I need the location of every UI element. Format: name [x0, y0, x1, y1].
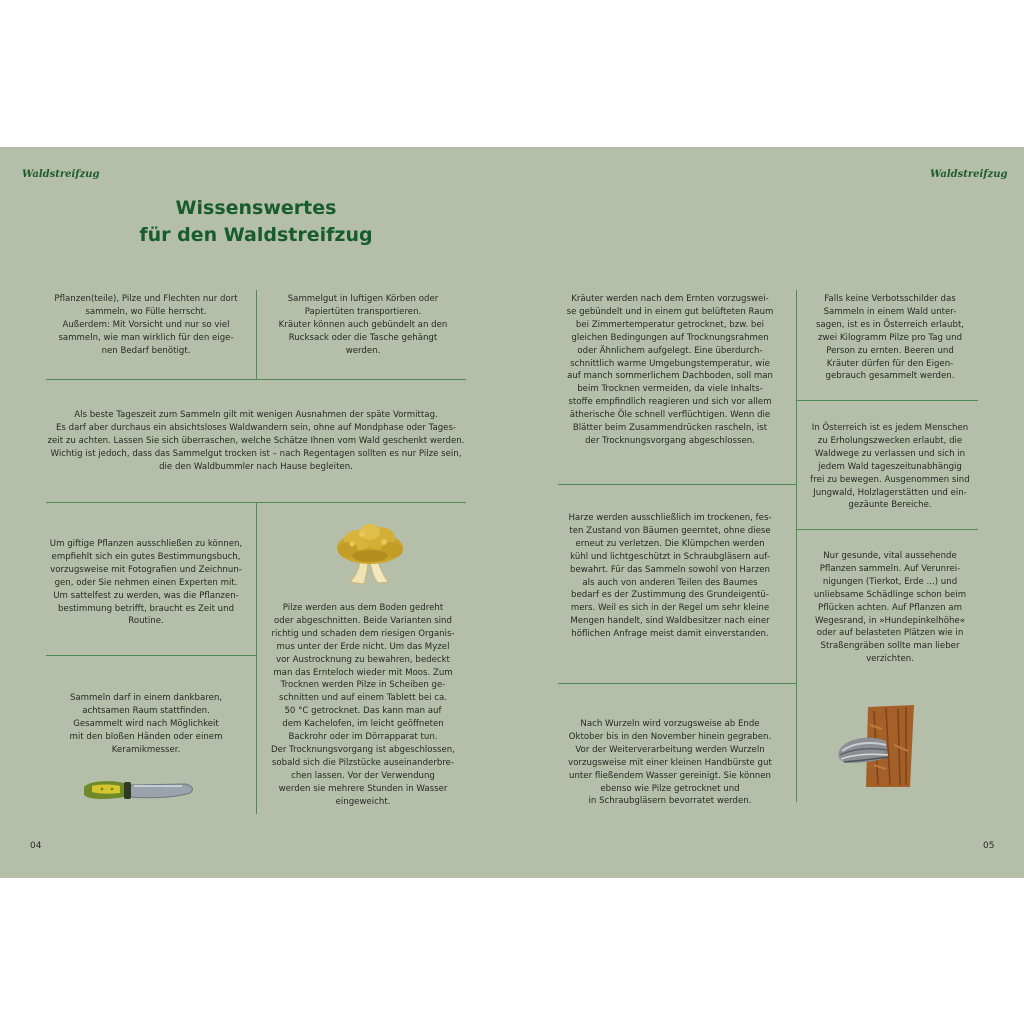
- divider-horizontal: [46, 655, 256, 656]
- page-number-right: 05: [983, 841, 995, 851]
- text-block-sustainable-gathering: Pflanzen(teile), Pilze und Flechten nur dort sammeln, wo Fülle herrscht. Außerdem: Mit Vorsicht und nur so viel sammeln, wie man wirklich für den eige- nen Bedarf benötigt.: [54, 294, 238, 356]
- divider-horizontal: [558, 484, 796, 485]
- divider-horizontal: [558, 683, 796, 684]
- title-line-2: für den Waldstreifzug: [139, 224, 373, 246]
- book-spread: [0, 147, 1024, 878]
- divider-horizontal: [796, 400, 978, 401]
- page-title: [100, 195, 412, 249]
- mushroom-icon: [334, 520, 408, 588]
- divider-horizontal: [46, 379, 466, 380]
- bracket-fungus-icon: [834, 705, 916, 787]
- running-head-right: Waldstreifzug: [930, 169, 1008, 180]
- text-block-time-of-day: Als beste Tageszeit zum Sammeln gilt mit wenigen Ausnahmen der späte Vormittag. Es darf aber durchaus ein absichtsloses Waldwandern sein, ohne auf Mondphase oder Tages- zeit zu achten. Lassen Sie sich überraschen, welche Schätze Ihnen vom Wald geschenkt werden. Wichtig ist jedoch, dass das Sammelgut trocken ist – nach Regentagen sollten es nur Pilze sein, die den Waldbummler nach Hause begleiten.: [47, 410, 465, 472]
- text-block-identification: Um giftige Pflanzen ausschließen zu können, empfiehlt sich ein gutes Bestimmungsbuch, vorzugsweise mit Fotografien und Zeichnun- gen, oder Sie nehmen einen Experten mit. Um sattelfest zu werden, was die Pflanzen- bestimmung betrifft, braucht es Zeit und Routine.: [49, 539, 243, 627]
- text-block-healthy-plants: Nur gesunde, vital aussehende Pflanzen sammeln. Auf Verunrei- nigungen (Tierkot, Erde ...) und unliebsame Schädlinge schon beim Pflücken achten. Auf Pflanzen am Wegesrand, in »Hundepinkelhöhe« oder auf belasteten Plätzen wie in Straßengräben sollte man lieber verzichten.: [813, 551, 967, 665]
- divider-vertical: [256, 290, 257, 379]
- title-line-1: Wissenswertes: [175, 197, 337, 219]
- text-block-collection-limits: Falls keine Verbotsschilder das Sammeln in einem Wald unter- sagen, ist es in Österreich erlaubt, zwei Kilogramm Pilze pro Tag und Person zu ernten. Beeren und Kräuter dürfen für den Eigen- gebrauch gesammelt werden.: [815, 294, 965, 382]
- text-block-drying-herbs: Kräuter werden nach dem Ernten vorzugswei- se gebündelt und in einem gut belüfteten Raum bei Zimmertemperatur getrocknet, bzw. bei gleichen Bedingungen auf Trocknungsrahmen oder Ähnlichem aufgelegt. Eine überdurch- schnittlich warme Umgebungstemperatur, wie auf manch sommerlichem Dachboden, soll man beim Trocknen vermeiden, da viele Inhalts- stoffe empfindlich reagieren und sich vor allem ätherische Öle schnell verflüchtigen. Wenn die Blätter beim Zusammendrücken rascheln, ist der Trocknungsvorgang abgeschlossen.: [566, 294, 774, 446]
- text-block-roots: Nach Wurzeln wird vorzugsweise ab Ende Oktober bis in den November hinein gegraben. Vor der Weiterverarbeitung werden Wurzeln vorzugsweise mit einer kleinen Handbürste gut unter fließendem Wasser gereinigt. Sie können ebenso wie Pilze getrocknet und in Schraubgläsern bevorratet werden.: [568, 719, 772, 807]
- divider-vertical: [796, 290, 797, 802]
- knife-icon: [82, 777, 196, 805]
- page-number-left: 04: [30, 841, 42, 851]
- text-block-resins: Harze werden ausschließlich im trockenen, fes- ten Zustand von Bäumen geerntet, ohne diese erneut zu verletzen. Die Klümpchen werden kühl und lichtgeschützt in Schraubgläsern auf- bewahrt. Für das Sammeln sowohl von Harzen als auch von anderen Teilen des Baumes bedarf es der Zustimmung des Grundeigentü- mers. Weil es sich in der Regel um sehr kleine Mengen handelt, sind Waldbesitzer nach einer höflichen Anfrage meist damit einverstanden.: [568, 513, 772, 640]
- running-head-left: Waldstreifzug: [22, 169, 100, 180]
- divider-vertical: [256, 502, 257, 814]
- text-block-mindful-gathering: Sammeln darf in einem dankbaren, achtsamen Raum stattfinden. Gesammelt wird nach Möglichkeit mit den bloßen Händen oder einem Keramikmesser.: [69, 693, 223, 755]
- divider-horizontal: [796, 529, 978, 530]
- text-block-forest-access: In Österreich ist es jedem Menschen zu Erholungszwecken erlaubt, die Waldwege zu verlassen und sich in jedem Wald tageszeitunabhängig frei zu bewegen. Ausgenommen sind Jungwald, Holzlagerstätten und ein- gezäunte Bereiche.: [810, 423, 970, 511]
- text-block-transport: Sammelgut in luftigen Körben oder Papiertüten transportieren. Kräuter können auch gebündelt an den Rucksack oder die Tasche gehängt werden.: [278, 294, 448, 356]
- text-block-mushrooms: Pilze werden aus dem Boden gedreht oder abgeschnitten. Beide Varianten sind richtig und schaden dem riesigen Organis- mus unter der Erde nicht. Um das Myzel vor Austrocknung zu bewahren, bedeckt man das Ernteloch wieder mit Moos. Zum Trocknen werden Pilze in Scheiben ge- schnitten und auf einem Tablett bei ca. 50 °C getrocknet. Das kann man auf dem Kachelofen, im leicht geöffneten Backrohr oder im Dörrapparat tun. Der Trocknungsvorgang ist abgeschlossen, sobald sich die Pilzstücke auseinanderbre- chen lassen. Vor der Verwendung werden sie mehrere Stunden in Wasser eingeweicht.: [271, 603, 455, 807]
